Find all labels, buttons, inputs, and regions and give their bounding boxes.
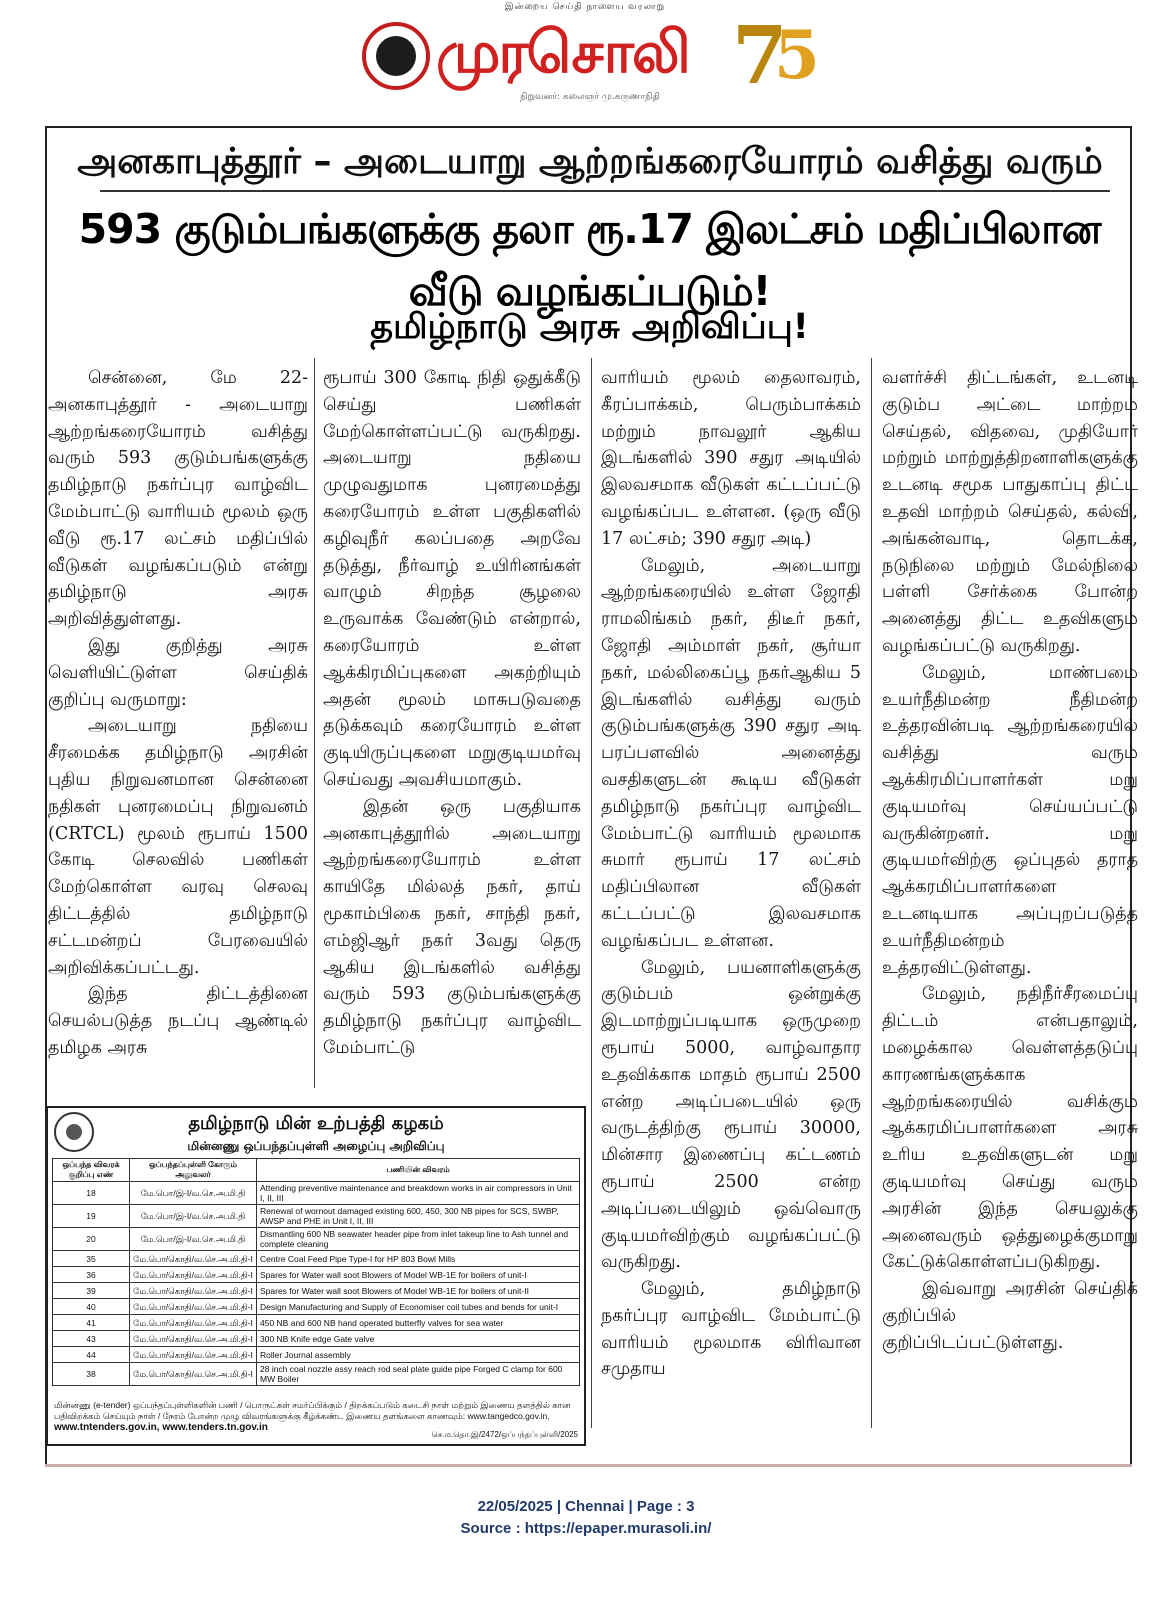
newspaper-title-logo: முரசொலி	[436, 18, 689, 86]
tender-officer: மே.பொ/கொதி/வ.செ.அ.மி.தி-I	[130, 1347, 257, 1363]
tender-work: Dismantling 600 NB seawater header pipe from inlet takeup line to Ash tunnel and complete cleaning	[257, 1228, 580, 1251]
ad-websites: www.tntenders.gov.in, www.tenders.tn.gov.in	[54, 1422, 268, 1433]
table-row	[53, 1251, 580, 1267]
table-header: பணியின் விவரம்	[257, 1159, 580, 1182]
paragraph: இதன் ஒரு பகுதியாக அனகாபுத்தூரில் அடையாறு ஆற்றங்கரையோரம் உள்ள காயிதே மில்லத் நகர், தாய் மூகாம்பிகை நகர், சாந்தி நகர், எம்ஜிஆர் நகர் 3வது தெரு ஆகிய இடங்களில் வசித்து வரும் 593 குடும்பங்களுக்கு தமிழ்நாடு நகர்ப்புர வாழ்விட மேம்பாட்டு	[323, 796, 581, 1058]
column-divider	[591, 358, 592, 1428]
table-header: ஒப்பந்த விவரக் குறிப்பு எண்	[53, 1159, 130, 1182]
article-column-3	[601, 365, 861, 1383]
tender-work: 28 inch coal nozzle assy reach rod seal plate guide pipe Forged C clamp for 600 MW Boiler	[257, 1363, 580, 1386]
article-column-2	[323, 365, 581, 1062]
column-divider	[314, 358, 315, 1088]
paragraph: வாரியம் மூலம் தைலாவரம், கீரப்பாக்கம், பெரும்பாக்கம் மற்றும் நாவலூர் ஆகிய இடங்களில் 390 சதுர அடியில் இலவசமாக வீடுகள் கட்டப்பட்டு வழங்கப்பட உள்ளன. (ஒரு வீடு 17 லட்சம்; 390 சதுர அடி)	[601, 368, 861, 549]
tender-work: Spares for Water wall soot Blowers of Model WB-1E for boilers of unit-I	[257, 1267, 580, 1283]
tender-work: Spares for Water wall soot Blowers of Model WB-1E for boilers of unit-II	[257, 1283, 580, 1299]
anniversary-75-badge: 7 5	[732, 8, 820, 102]
table-row	[53, 1182, 580, 1205]
tender-work: Centre Coal Feed Pipe Type-I for HP 803 Bowl Mills	[257, 1251, 580, 1267]
frame-rule-top	[45, 126, 1132, 128]
paragraph: மேலும், மாண்பமை உயர்நீதிமன்ற நீதிமன்ற உத்தரவின்படி ஆற்றங்கரையில் வசித்து வரும் ஆக்கிரமிப்பாளர்கள் மறு குடியமர்வு செய்யப்பட்டு வருகின்றனர். மறு குடியமர்விற்கு ஒப்புதல் தராத ஆக்கரமிப்பாளர்களை உடனடியாக அப்புறப்படுத்த உயர்நீதிமன்றம் உத்தரவிட்டுள்ளது.	[882, 662, 1138, 978]
table-row	[53, 1283, 580, 1299]
page-footer	[0, 1496, 1172, 1540]
tender-no: 36	[53, 1267, 130, 1283]
ad-footnote-text: மின்னணு (e-tender) ஒப்பந்தப்புள்ளிகளின் பணி / பொருட்கள் சமர்ப்பிக்கும் / திறக்கப்படும் கடைசி நாள் மற்றும் இணைய தளத்தில் கான பதிவிறக்கம் செய்யும் நாள் / நேரம் போன்ற முழு விவரங்களுக்கு கீழ்க்கண்ட இணைய தளங்களை காணவும்: www.tangedco.gov.in,	[54, 1400, 571, 1421]
table-row	[53, 1347, 580, 1363]
tender-officer: மே.பொ/கொதி/வ.செ.அ.மி.தி-I	[130, 1363, 257, 1386]
masthead	[350, 0, 820, 118]
article-subhead: தமிழ்நாடு அரசு அறிவிப்பு!	[370, 307, 809, 347]
tender-officer: மே.பொ/இ-I/வ.செ.அ.மி.தி	[130, 1205, 257, 1228]
party-emblem-logo	[362, 22, 430, 90]
paragraph: வளர்ச்சி திட்டங்கள், உடனடி குடும்ப அட்டை மாற்றம் செய்தல், விதவை, முதியோர் மற்றும் மாற்றுத்திறனாளிகளுக்கு உடனடி சமூக பாதுகாப்பு திட்ட உதவி மாற்றம் செய்தல், கல்வி, அங்கன்வாடி, தொடக்க, நடுநிலை மற்றும் மேல்நிலை பள்ளி சேர்க்கை போன்ற அனைத்து திட்ட உதவிகளும் வழங்கப்பட்டு வருகிறது.	[882, 368, 1138, 656]
tender-advertisement	[46, 1106, 586, 1446]
tender-work: 300 NB Knife edge Gate valve	[257, 1331, 580, 1347]
tender-officer: மே.பொ/கொதி/வ.செ.அ.மி.தி-I	[130, 1283, 257, 1299]
tender-no: 20	[53, 1228, 130, 1251]
paragraph: ரூபாய் 300 கோடி நிதி ஒதுக்கீடு செய்து பணிகள் மேற்கொள்ளப்பட்டு வருகிறது. அடையாறு நதியை முழுவதுமாக புனரமைத்து கரையோரம் உள்ள பகுதிகளில் கழிவுநீர் கலப்பதை அறவே தடுத்து, நீர்வாழ் உயிரினங்கள் வாழும் சிறந்த சூழலை உருவாக்க வேண்டும் என்றால், கரையோரம் உள்ள ஆக்கிரமிப்புகளை அகற்றியும் அதன் மூலம் மாசுபடுவதை தடுக்கவும் கரையோரம் உள்ள குடியிருப்புகளை மறுகுடியமர்வு செய்வது அவசியமாகும்.	[323, 368, 581, 790]
tender-no: 43	[53, 1331, 130, 1347]
footer-date-line: 22/05/2025 | Chennai | Page : 3	[477, 1498, 695, 1515]
column-divider	[871, 358, 872, 1428]
tender-officer: மே.பொ/கொதி/வ.செ.அ.மி.தி-I	[130, 1299, 257, 1315]
table-row	[53, 1267, 580, 1283]
tender-no: 19	[53, 1205, 130, 1228]
ad-subtitle: மின்னணு ஒப்பந்தப்புள்ளி அழைப்பு அறிவிப்பு	[187, 1139, 445, 1153]
article-column-4	[882, 365, 1138, 1356]
paragraph: இவ்வாறு அரசின் செய்திக் குறிப்பில் குறிப்பிடப்பட்டுள்ளது.	[882, 1279, 1138, 1353]
tender-table	[52, 1158, 580, 1386]
article-column-1	[48, 365, 308, 1062]
tender-officer: மே.பொ/கொதி/வ.செ.அ.மி.தி-I	[130, 1267, 257, 1283]
tender-officer: மே.பொ/இ-I/வ.செ.அ.மி.தி	[130, 1182, 257, 1205]
paragraph: மேலும், அடையாறு ஆற்றங்கரையில் உள்ள ஜோதி ராமலிங்கம் நகர், திடீர் நகர், ஜோதி அம்மாள் நகர், சூர்யா நகர், மல்லிகைப்பூ நகர்ஆகிய 5 இடங்களில் வசித்து வரும் குடும்பங்களுக்கு 390 சதுர அடி பரப்பளவில் அனைத்து வசதிகளுடன் கூடிய வீடுகள் தமிழ்நாடு நகர்ப்புர வாழ்விட மேம்பாட்டு வாரியம் மூலமாக சுமார் ரூபாய் 17 லட்சம் மதிப்பிலான வீடுகள் கட்டப்பட்டு இலவசமாக வழங்கப்பட உள்ளன.	[601, 555, 861, 951]
tender-work: Attending preventive maintenance and breakdown works in air compressors in Unit I, II, III	[257, 1182, 580, 1205]
footer-source-link[interactable]: Source : https://epaper.murasoli.in/	[460, 1520, 712, 1537]
table-header: ஒப்பந்தப்புள்ளி கோரும் அலுவலர்	[130, 1159, 257, 1182]
tender-officer: மே.பொ/இ-I/வ.செ.அ.மி.தி	[130, 1228, 257, 1251]
paragraph: அடையாறு நதியை சீரமைக்க தமிழ்நாடு அரசின் புதிய நிறுவனமான சென்னை நதிகள் புனரமைப்பு நிறுவனம் (CRTCL) மூலம் ரூபாய் 1500 கோடி செலவில் பணிகள் மேற்கொள்ள வரவு செலவு திட்டத்தில் தமிழ்நாடு சட்டமன்றப் பேரவையில் அறிவிக்கப்பட்டது.	[48, 716, 308, 978]
tender-officer: மே.பொ/கொதி/வ.செ.அ.மி.தி-I	[130, 1331, 257, 1347]
paragraph: மேலும், தமிழ்நாடு நகர்ப்புர வாழ்விட மேம்பாட்டு வாரியம் மூலமாக விரிவான சமுதாய	[601, 1279, 861, 1380]
table-row	[53, 1228, 580, 1251]
masthead-tagline: இன்றைய செய்தி நாளைய வரலாறு	[504, 2, 666, 12]
paragraph: மேலும், நதிநீர்சீரமைப்பு திட்டம் என்பதாலும், மழைக்கால வெள்ளத்தடுப்பு காரணங்களுக்காக ஆற்றங்கரையில் வசிக்கும் ஆக்கரமிப்பாளர்களை அரசு உரிய உதவிகளுடன் மறு குடியமர்வு செய்து வரும் அரசின் இந்த செயலுக்கு அனைவரும் ஒத்துழைக்குமாறு கேட்டுக்கொள்ளப்படுகிறது.	[882, 984, 1138, 1273]
table-row	[53, 1205, 580, 1228]
tender-no: 41	[53, 1315, 130, 1331]
kicker-divider	[100, 190, 1110, 192]
tender-officer: மே.பொ/கொதி/வ.செ.அ.மி.தி-I	[130, 1315, 257, 1331]
table-row	[53, 1315, 580, 1331]
paragraph: இந்த திட்டத்தினை செயல்படுத்த நடப்பு ஆண்டில் தமிழக அரசு	[48, 984, 308, 1058]
ad-reference: செ.ம.தொ.இ/2472/ஒப்பந்தப்புள்ளி/2025	[431, 1430, 578, 1439]
tender-no: 44	[53, 1347, 130, 1363]
paragraph: மேலும், பயனாளிகளுக்கு குடும்பம் ஒன்றுக்கு இடமாற்றுப்படியாக ஒருமுறை ரூபாய் 5000, வாழ்வாதார உதவிக்காக மாதம் ரூபாய் 2500 என்ற அடிப்படையில் ஒரு வருடத்திற்கு ரூபாய் 30000, மின்சார இணைப்பு கட்டணம் ரூபாய் 2500 என்ற அடிப்படையிலும் ஒவ்வொரு குடியமர்விற்கும் வழங்கப்பட்டு வருகிறது.	[601, 957, 861, 1273]
article-headline: 593 குடும்பங்களுக்கு தலா ரூ.17 இலட்சம் மதிப்பிலான வீடு வழங்கப்படும்!	[78, 205, 1101, 315]
article-kicker: அனகாபுத்தூர் – அடையாறு ஆற்றங்கரையோரம் வசித்து வரும்	[77, 141, 1103, 182]
tender-no: 35	[53, 1251, 130, 1267]
tender-no: 40	[53, 1299, 130, 1315]
tender-work: Roller Journal assembly	[257, 1347, 580, 1363]
tender-no: 39	[53, 1283, 130, 1299]
ad-title: தமிழ்நாடு மின் உற்பத்தி கழகம்	[188, 1113, 444, 1134]
ad-footnote	[54, 1400, 582, 1433]
frame-rule-bottom	[45, 1464, 1132, 1467]
tender-officer: மே.பொ/கொதி/வ.செ.அ.மி.தி-I	[130, 1251, 257, 1267]
paragraph: சென்னை, மே 22- அனகாபுத்தூர் - அடையாறு ஆற்றங்கரையோரம் வசித்து வரும் 593 குடும்பங்களுக்கு தமிழ்நாடு நகர்ப்புர வாழ்விட மேம்பாட்டு வாரியம் மூலம் ஒரு வீடு ரூ.17 லட்சம் மதிப்பில் வீடுகள் வழங்கப்படும் என்று தமிழ்நாடு அரசு அறிவித்துள்ளது.	[48, 368, 308, 630]
tender-no: 38	[53, 1363, 130, 1386]
table-row	[53, 1299, 580, 1315]
tender-work: Renewal of wornout damaged existing 600, 450, 300 NB pipes for SCS, SWBP, AWSP and PHE in Unit I, II, III	[257, 1205, 580, 1228]
paragraph: இது குறித்து அரசு வெளியிட்டுள்ள செய்திக் குறிப்பு வருமாறு:	[48, 635, 308, 710]
masthead-subtag: நிறுவனர்: கலைஞர் மு.கருணாநிதி	[520, 92, 660, 102]
tender-no: 18	[53, 1182, 130, 1205]
tender-work: Design Manufacturing and Supply of Economiser coil tubes and bends for unit-I	[257, 1299, 580, 1315]
tender-work: 450 NB and 600 NB hand operated butterfly valves for sea water	[257, 1315, 580, 1331]
table-row	[53, 1363, 580, 1386]
table-row	[53, 1331, 580, 1347]
